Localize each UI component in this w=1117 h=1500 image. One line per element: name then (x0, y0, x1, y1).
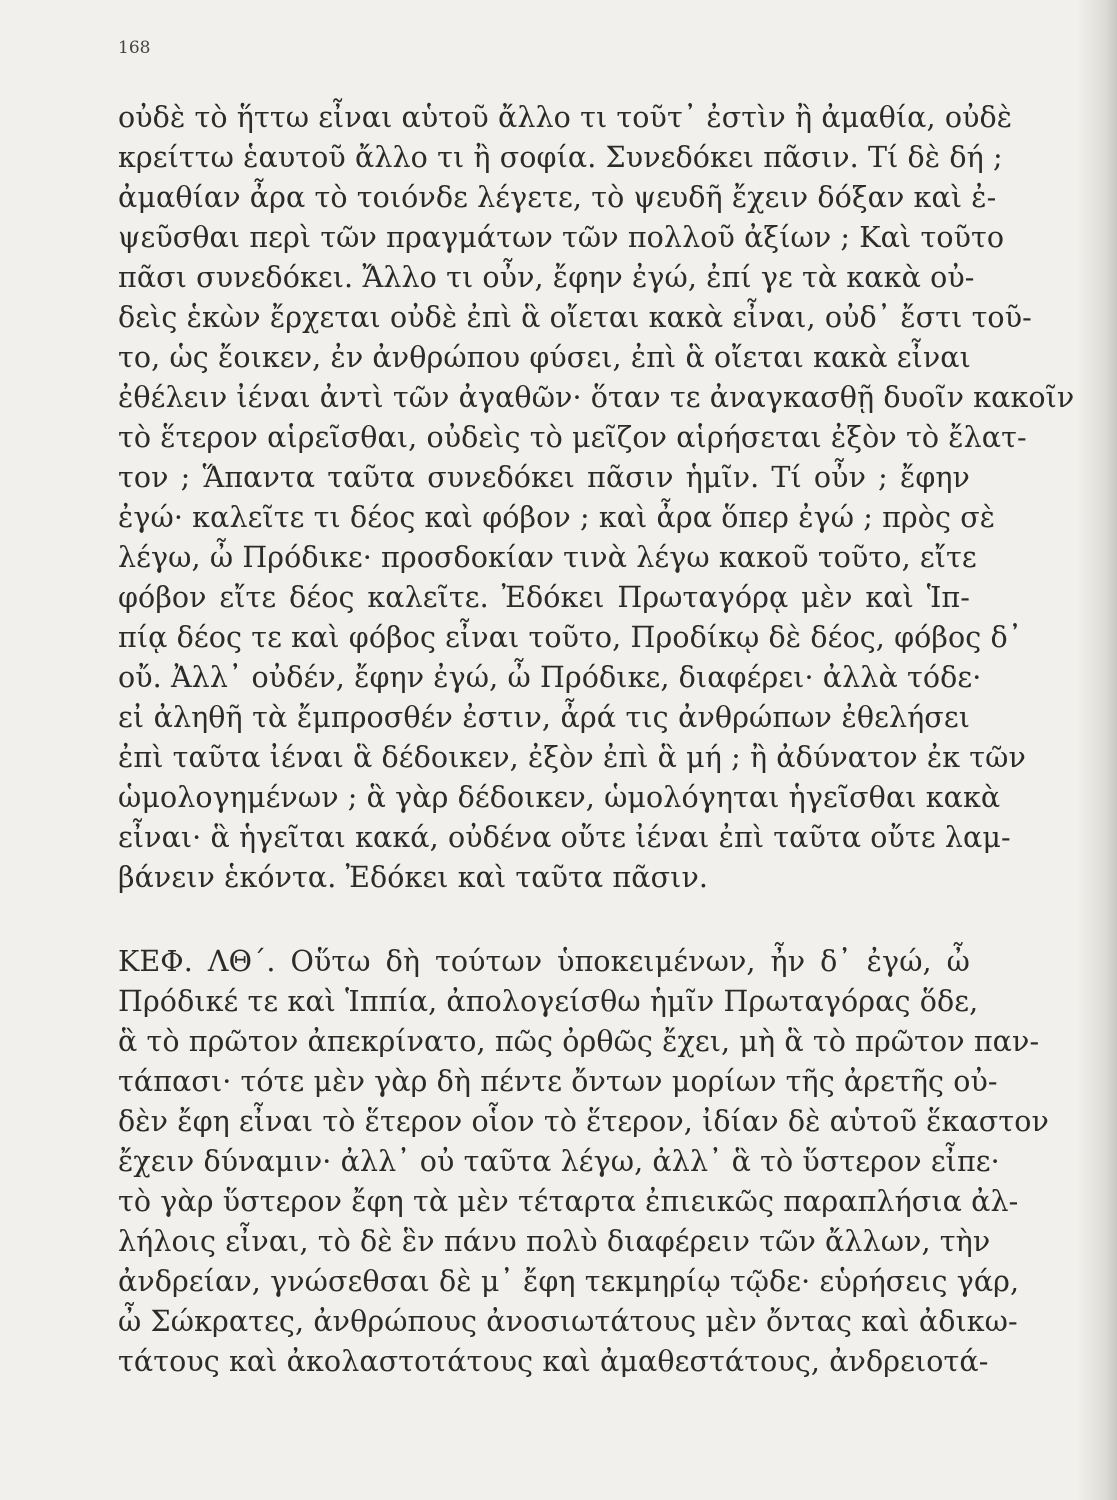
text-line: ψεῦσθαι περὶ τῶν πραγμάτων τῶν πολλοῦ ἀξίων ; Καὶ τοῦτο (118, 221, 1005, 254)
text-line: Πρόδικέ τε καὶ Ἱππία, ἀπολογείσθω ἡμῖν Πρωταγόρας ὅδε, (118, 985, 979, 1018)
text-line: ὡμολογημένων ; ἃ γὰρ δέδοικεν, ὡμολόγηται ἡγεῖσθαι κακὰ (118, 781, 1001, 814)
text-line: κρείττω ἑαυτοῦ ἄλλο τι ἢ σοφία. Συνεδόκει πᾶσιν. Τί δὲ δή ; (118, 141, 1003, 174)
text-line: πᾶσι συνεδόκει. Ἄλλο τι οὖν, ἔφην ἐγώ, ἐπί γε τὰ κακὰ οὐ- (118, 261, 975, 294)
paragraph-2 (118, 942, 1049, 1382)
text-line: εἶναι· ἃ ἡγεῖται κακά, οὐδένα οὔτε ἰέναι ἐπὶ ταῦτα οὔτε λαμ- (118, 821, 1011, 854)
text-line: φόβον εἴτε δέος καλεῖτε. Ἐδόκει Πρωταγόρᾳ μὲν καὶ Ἱπ- (118, 581, 970, 614)
chapter-heading-line: ΚΕΦ. ΛΘ΄. Οὕτω δὴ τούτων ὑποκειμένων, ἦν δ᾽ ἐγώ, ὦ (118, 945, 970, 978)
text-line: το, ὡς ἔοικεν, ἐν ἀνθρώπου φύσει, ἐπὶ ἃ οἴεται κακὰ εἶναι (118, 341, 971, 374)
text-line: εἰ ἀληθῆ τὰ ἔμπροσθέν ἐστιν, ἆρά τις ἀνθρώπων ἐθελήσει (118, 701, 970, 734)
text-line: λέγω, ὦ Πρόδικε· προσδοκίαν τινὰ λέγω κακοῦ τοῦτο, εἴτε (118, 541, 977, 574)
text-line: τὸ γὰρ ὕστερον ἔφη τὰ μὲν τέταρτα ἐπιεικῶς παραπλήσια ἀλ- (118, 1185, 1019, 1218)
page-number: 168 (118, 38, 151, 58)
text-line: τον ; Ἅπαντα ταῦτα συνεδόκει πᾶσιν ἡμῖν. Τί οὖν ; ἔφην (118, 461, 970, 494)
text-line: ἐπὶ ταῦτα ἰέναι ἃ δέδοικεν, ἐξὸν ἐπὶ ἃ μή ; ἢ ἀδύνατον ἐκ τῶν (118, 741, 1026, 774)
page-edge-shadow (1077, 0, 1117, 1500)
text-line: δεὶς ἑκὼν ἔρχεται οὐδὲ ἐπὶ ἃ οἴεται κακὰ εἶναι, οὐδ᾽ ἔστι τοῦ- (118, 301, 1032, 334)
text-line: λήλοις εἶναι, τὸ δὲ ἓν πάνυ πολὺ διαφέρειν τῶν ἄλλων, τὴν (118, 1225, 991, 1258)
text-line: δὲν ἔφη εἶναι τὸ ἕτερον οἷον τὸ ἕτερον, ἰδίαν δὲ αὑτοῦ ἕκαστον (118, 1105, 1049, 1138)
text-line: τάτους καὶ ἀκολαστοτάτους καὶ ἀμαθεστάτους, ἀνδρειοτά- (118, 1345, 989, 1378)
text-line: ὦ Σώκρατες, ἀνθρώπους ἀνοσιωτάτους μὲν ὄντας καὶ ἀδικω- (118, 1305, 1018, 1338)
text-line: ἃ τὸ πρῶτον ἀπεκρίνατο, πῶς ὀρθῶς ἔχει, μὴ ἃ τὸ πρῶτον παν- (118, 1025, 1040, 1058)
text-line: ἀνδρείαν, γνώσεθσαι δὲ μ᾽ ἔφη τεκμηρίῳ τῷδε· εὑρήσεις γάρ, (118, 1265, 1020, 1298)
text-line: βάνειν ἑκόντα. Ἐδόκει καὶ ταῦτα πᾶσιν. (118, 861, 709, 894)
paragraph-gap (118, 898, 970, 942)
text-line: τάπασι· τότε μὲν γὰρ δὴ πέντε ὄντων μορίων τῆς ἀρετῆς οὐ- (118, 1065, 998, 1098)
text-line: πίᾳ δέος τε καὶ φόβος εἶναι τοῦτο, Προδίκῳ δὲ δέος, φόβος δ᾽ (118, 621, 1023, 654)
text-line: οὐδὲ τὸ ἥττω εἶναι αὑτοῦ ἄλλο τι τοῦτ᾽ ἐστὶν ἢ ἀμαθία, οὐδὲ (118, 101, 1013, 134)
text-line: οὔ. Ἀλλ᾽ οὐδέν, ἔφην ἐγώ, ὦ Πρόδικε, διαφέρει· ἀλλὰ τόδε· (118, 661, 982, 694)
text-line: τὸ ἕτερον αἱρεῖσθαι, οὐδεὶς τὸ μεῖζον αἱρήσεται ἐξὸν τὸ ἔλατ- (118, 421, 1027, 454)
text-line: ἐθέλειν ἰέναι ἀντὶ τῶν ἀγαθῶν· ὅταν τε ἀναγκασθῇ δυοῖν κακοῖν (118, 381, 1075, 414)
text-line: ἐγώ· καλεῖτε τι δέος καὶ φόβον ; καὶ ἆρα ὅπερ ἐγώ ; πρὸς σὲ (118, 501, 996, 534)
paragraph-1 (118, 98, 1075, 898)
text-block (118, 98, 1075, 1382)
text-line: ἀμαθίαν ἆρα τὸ τοιόνδε λέγετε, τὸ ψευδῆ ἔχειν δόξαν καὶ ἐ- (118, 181, 997, 214)
text-line: ἔχειν δύναμιν· ἀλλ᾽ οὐ ταῦτα λέγω, ἀλλ᾽ ἃ τὸ ὕστερον εἶπε· (118, 1145, 1000, 1178)
